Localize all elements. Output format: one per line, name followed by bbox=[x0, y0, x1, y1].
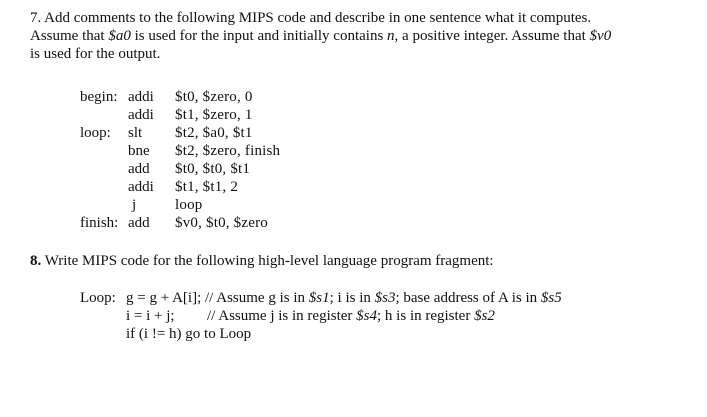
loop-label: Loop: bbox=[80, 290, 116, 306]
code-op: add bbox=[128, 161, 150, 177]
code-args: $t0, $t0, $t1 bbox=[175, 161, 251, 177]
q7-line-1 bbox=[30, 9, 591, 27]
code-args: $t0, $zero, 0 bbox=[175, 89, 253, 105]
code-args: $v0, $t0, $zero bbox=[175, 215, 268, 231]
hl-code: g = g + A[i]; // Assume g is in bbox=[126, 290, 309, 306]
register-v0: $v0 bbox=[589, 28, 612, 44]
code-args: $t1, $zero, 1 bbox=[175, 107, 253, 123]
code-label: finish: bbox=[80, 215, 119, 231]
code-args: $t2, $zero, finish bbox=[175, 143, 281, 159]
register-s4: $s4 bbox=[356, 308, 378, 324]
q8-heading bbox=[30, 252, 494, 270]
hl-line-2-code: i = i + j; bbox=[126, 308, 175, 324]
hl-line-3: if (i != h) go to Loop bbox=[126, 326, 252, 342]
q7-line-3 bbox=[30, 45, 160, 63]
register-s3: $s3 bbox=[374, 290, 396, 306]
code-op: slt bbox=[128, 125, 143, 141]
hl-line-1 bbox=[126, 289, 562, 307]
register-s1: $s1 bbox=[308, 290, 330, 306]
q8-number: 8. bbox=[30, 253, 42, 269]
q7-prompt-text: 7. Add comments to the following MIPS code and describe in one sentence what it computes. bbox=[30, 10, 592, 26]
register-s2: $s2 bbox=[474, 308, 495, 324]
q8-prompt-text: Write MIPS code for the following high-level language program fragment: bbox=[44, 253, 494, 269]
code-op: j bbox=[132, 197, 137, 213]
hl-comment: ; h is in register bbox=[377, 308, 475, 324]
register-s5: $s5 bbox=[540, 290, 562, 306]
q7-text: , a positive integer. Assume that bbox=[394, 28, 590, 44]
q7-text: Assume that bbox=[30, 28, 109, 44]
code-op: add bbox=[128, 215, 150, 231]
hl-code: ; base address of A is in bbox=[395, 290, 541, 306]
hl-line-2-comment bbox=[207, 307, 495, 325]
code-args: $t2, $a0, $t1 bbox=[175, 125, 253, 141]
hl-comment: // Assume j is in register bbox=[207, 308, 357, 324]
code-args: $t1, $t1, 2 bbox=[175, 179, 239, 195]
code-op: bne bbox=[128, 143, 150, 159]
code-op: addi bbox=[128, 179, 154, 195]
q7-line-2 bbox=[30, 27, 611, 45]
variable-n: n bbox=[387, 28, 395, 44]
code-label: begin: bbox=[80, 89, 118, 105]
code-args: loop bbox=[175, 197, 203, 213]
hl-code: ; i is in bbox=[329, 290, 375, 306]
code-label: loop: bbox=[80, 125, 111, 141]
code-op: addi bbox=[128, 107, 154, 123]
q7-text: is used for the output. bbox=[30, 46, 161, 62]
code-op: addi bbox=[128, 89, 154, 105]
q7-text: is used for the input and initially contains bbox=[130, 28, 388, 44]
register-a0: $a0 bbox=[108, 28, 131, 44]
